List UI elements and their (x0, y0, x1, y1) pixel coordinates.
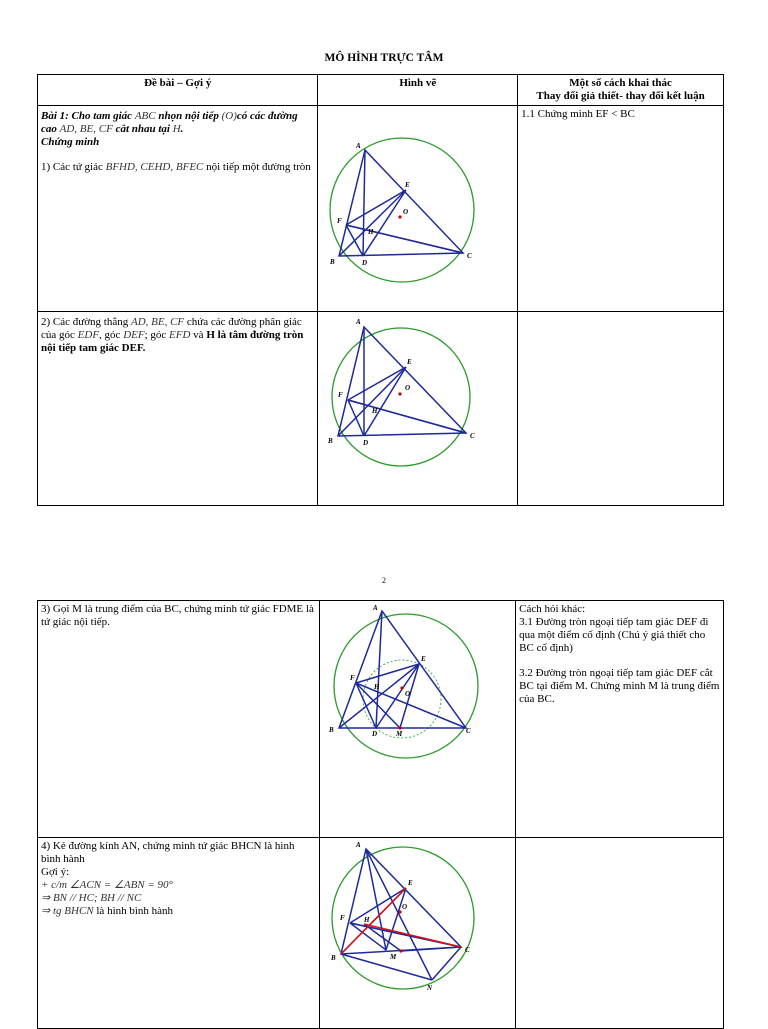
exploit-text: 3.1 Đường tròn ngoại tiếp tam giác DEF đi qua một điểm cố định (Chú ý giả thiết cho BC cố định) (519, 616, 709, 654)
geometry-figure-4 (320, 838, 519, 1028)
page-number: 2 (382, 576, 386, 585)
label-E: E (408, 879, 414, 887)
table-bottom (37, 600, 724, 1029)
label-C: C (465, 946, 471, 954)
label-F: F (337, 217, 343, 225)
problem-hint: Gợi ý: (41, 866, 70, 878)
math-hint: ⇒ BN // HC; BH // NC (41, 892, 142, 904)
label-H: H (374, 683, 380, 691)
label-A: A (356, 142, 362, 150)
label-A: A (356, 841, 362, 849)
problem-text: cắt nhau tại (115, 123, 170, 135)
exploit-cell-4 (516, 838, 724, 1029)
problem-text: nhọn nội tiếp (158, 110, 219, 122)
exploit-text: Cách hỏi khác: (519, 603, 586, 615)
label-B: B (328, 437, 334, 445)
math-edf: EDF (77, 329, 100, 341)
problem-text: nội tiếp một đường tròn (206, 161, 311, 173)
math-quads: BFHD, CEHD, BFEC (105, 161, 204, 173)
table-top (37, 74, 724, 506)
problem-text: có các đường cao (41, 110, 298, 135)
problem-part1: 1) Các tứ giác (41, 161, 103, 173)
math-bhcn: BHCN (64, 905, 94, 917)
label-E: E (421, 655, 427, 663)
label-H: H (372, 407, 378, 415)
problem-prove: Chứng minh (41, 136, 100, 148)
label-O: O (403, 208, 409, 216)
label-E: E (407, 358, 413, 366)
problem-text: H là tâm đường tròn nội tiếp tam giác DEF. (41, 329, 304, 354)
label-E: E (405, 181, 411, 189)
math-def: DEF (123, 329, 145, 341)
label-B: B (331, 954, 337, 962)
geometry-figure-2 (318, 312, 517, 505)
label-M: M (390, 953, 397, 961)
problem-text: 2) Các đường thẳng (41, 316, 129, 328)
label-H: H (364, 916, 370, 924)
figure-cell-4 (320, 838, 516, 1029)
table-row (38, 601, 724, 838)
problem-intro: Bài 1: Cho tam giác (41, 110, 133, 122)
label-B: B (330, 258, 336, 266)
math-hint: ⇒ tg (41, 905, 62, 917)
table-row (38, 106, 724, 312)
label-D: D (362, 259, 368, 267)
problem-text: ; góc (144, 329, 167, 341)
math-altitudes: AD, BE, CF (130, 316, 185, 328)
label-O: O (405, 384, 411, 392)
header-exploit-line2: Thay đổi giả thiết- thay đổi kết luận (536, 90, 705, 102)
header-exploit-line1: Một số cách khai thác (569, 77, 672, 89)
math-o: (O) (221, 110, 237, 122)
problem-cell-2 (38, 312, 318, 506)
geometry-figure-3 (320, 601, 519, 837)
label-O: O (402, 903, 408, 911)
page-title: MÔ HÌNH TRỰC TÂM (324, 52, 444, 64)
math-h: H (172, 123, 181, 135)
problem-text: và (193, 329, 204, 341)
label-M: M (396, 730, 403, 738)
label-F: F (338, 391, 344, 399)
label-C: C (467, 252, 473, 260)
exploit-text: 3.2 Đường tròn ngoại tiếp tam giác DEF cắt BC tại điểm M. Chứng minh M là trung điểm của BC. (519, 667, 720, 705)
geometry-figure-1 (318, 106, 517, 311)
label-F: F (340, 914, 346, 922)
label-D: D (372, 730, 378, 738)
label-D: D (363, 439, 369, 447)
label-A: A (373, 604, 379, 612)
header-figure: Hình vẽ (318, 75, 518, 106)
figure-cell-1 (318, 106, 518, 312)
header-problem: Đề bài – Gợi ý (38, 75, 318, 106)
problem-text: 4) Kẻ đường kính AN, chứng minh tứ giác BHCN là hình bình hành (41, 840, 295, 865)
figure-cell-3 (320, 601, 516, 838)
header-exploit (518, 75, 724, 106)
exploit-cell-3 (516, 601, 724, 838)
table-row (38, 838, 724, 1029)
math-altitudes: AD, BE, CF (59, 123, 113, 135)
label-C: C (470, 432, 476, 440)
problem-text: , góc (99, 329, 121, 341)
math-hint: + c/m ∠ACN = ∠ABN = 90° (41, 879, 173, 891)
problem-cell-4 (38, 838, 320, 1029)
table-row (38, 312, 724, 506)
label-H: H (368, 228, 374, 236)
label-A: A (356, 318, 362, 326)
problem-cell-1 (38, 106, 318, 312)
label-F: F (350, 674, 356, 682)
header-row (38, 75, 724, 106)
label-C: C (466, 727, 472, 735)
label-B: B (329, 726, 335, 734)
label-N: N (427, 984, 433, 992)
problem-cell-3: 3) Gọi M là trung điểm của BC, chứng minh tứ giác FDME là tứ giác nội tiếp. (38, 601, 320, 838)
exploit-cell-1: 1.1 Chứng minh EF < BC (518, 106, 724, 312)
math-abc: ABC (134, 110, 156, 122)
math-efd: EFD (169, 329, 191, 341)
label-O: O (405, 690, 411, 698)
problem-text: là hình bình hành (96, 905, 174, 917)
problem-text: chứa các đường phân giác của góc (41, 316, 302, 341)
problem-text: . (180, 123, 184, 135)
exploit-cell-2 (518, 312, 724, 506)
figure-cell-2 (318, 312, 518, 506)
